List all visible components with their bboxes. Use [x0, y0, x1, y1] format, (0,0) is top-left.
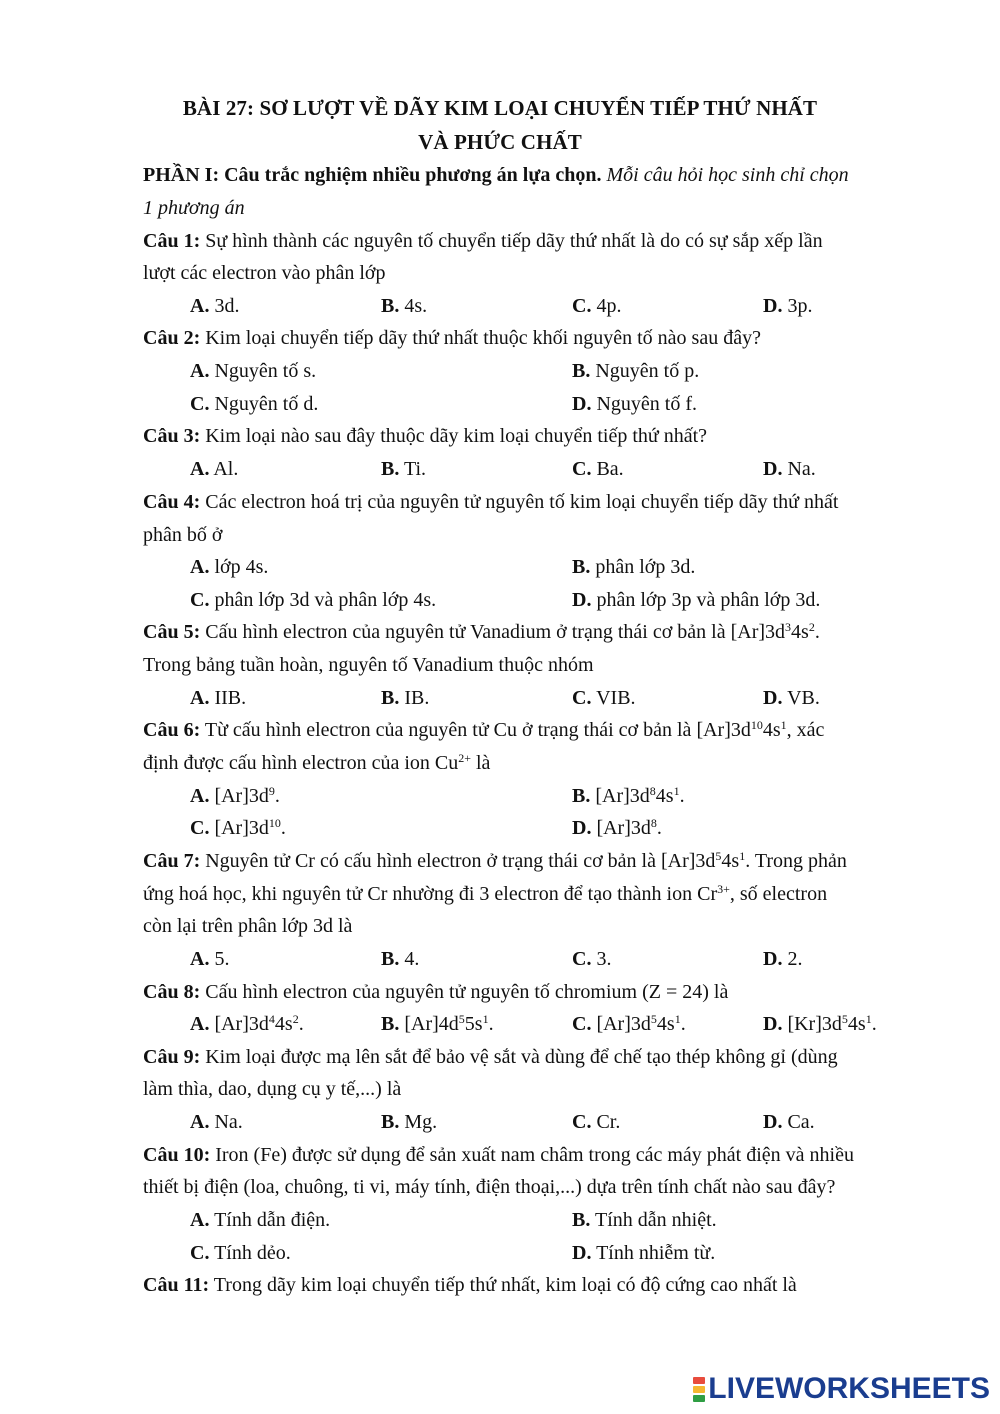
q1-option-b[interactable]: B. 4s. [381, 295, 428, 317]
section-note-continued: 1 phương án [143, 197, 245, 219]
question-10 [143, 1143, 908, 1167]
question-text: Kim loại chuyển tiếp dãy thứ nhất thuộc khối nguyên tố nào sau đây? [205, 327, 761, 349]
question-11 [143, 1273, 908, 1297]
question-5 [143, 620, 908, 644]
q7-option-d[interactable]: D. 2. [763, 948, 803, 970]
page-title-line-2: VÀ PHỨC CHẤT [418, 130, 582, 154]
q2-option-b[interactable]: B. Nguyên tố p. [572, 360, 700, 382]
liveworksheets-logo-icon [693, 1376, 705, 1403]
q6-option-c[interactable]: C. $[Ar]3d^{10}$. [190, 816, 286, 839]
q6-option-a[interactable]: A. $[Ar]3d^9$. [190, 784, 280, 807]
question-label: Câu 6: [143, 719, 201, 741]
question-label: Câu 2: [143, 327, 201, 349]
q7-option-a[interactable]: A. 5. [190, 948, 230, 970]
liveworksheets-logo [693, 1374, 990, 1404]
q1-option-a[interactable]: A. 3d. [190, 295, 240, 317]
q9-option-c[interactable]: C. Cr. [572, 1111, 621, 1133]
section-heading [143, 163, 908, 187]
question-text: Nguyên tử Cr có cấu hình electron ở trạng thái cơ bản là $[Ar]3d^54s^1$. Trong phản [205, 849, 847, 872]
q10-option-d[interactable]: D. Tính nhiễm từ. [572, 1242, 716, 1264]
question-8 [143, 980, 908, 1004]
q9-option-a[interactable]: A. Na. [190, 1111, 243, 1133]
q2-option-a[interactable]: A. Nguyên tố s. [190, 360, 317, 382]
question-10-continued: thiết bị điện (loa, chuông, ti vi, máy tính, điện thoại,...) dựa trên tính chất nào sau đây? [143, 1176, 836, 1198]
question-5-continued: Trong bảng tuần hoàn, nguyên tố Vanadium thuộc nhóm [143, 654, 594, 676]
q3-option-b[interactable]: B. Ti. [381, 458, 427, 480]
question-text: Cấu hình electron của nguyên tử Vanadium ở trạng thái cơ bản là $[Ar]3d^34s^2$. [205, 620, 820, 643]
question-text: Trong dãy kim loại chuyển tiếp thứ nhất, kim loại có độ cứng cao nhất là [213, 1274, 797, 1296]
question-label: Câu 9: [143, 1046, 201, 1068]
question-label: Câu 1: [143, 230, 201, 252]
q6-option-d[interactable]: D. $[Ar]3d^8$. [572, 816, 662, 839]
question-label: Câu 5: [143, 621, 201, 643]
q10-option-b[interactable]: B. Tính dẫn nhiệt. [572, 1209, 717, 1231]
question-1-continued: lượt các electron vào phân lớp [143, 262, 386, 284]
question-9-continued: làm thìa, dao, dụng cụ y tế,...) là [143, 1078, 402, 1100]
question-6 [143, 718, 908, 742]
question-7-continued-2: còn lại trên phân lớp 3d là [143, 915, 353, 937]
question-label: Câu 4: [143, 491, 201, 513]
q10-option-a[interactable]: A. Tính dẫn điện. [190, 1209, 331, 1231]
question-label: Câu 10: [143, 1144, 211, 1166]
q10-option-c[interactable]: C. Tính dẻo. [190, 1242, 291, 1264]
q8-option-c[interactable]: C. $[Ar]3d^54s^1$. [572, 1012, 686, 1035]
question-label: Câu 11: [143, 1274, 210, 1296]
question-6-continued: định được cấu hình electron của ion $Cu^{2+}$ là [143, 751, 491, 774]
q9-option-b[interactable]: B. Mg. [381, 1111, 438, 1133]
q2-option-d[interactable]: D. Nguyên tố f. [572, 393, 697, 415]
question-4 [143, 490, 908, 514]
question-3 [143, 424, 908, 448]
q8-option-b[interactable]: B. $[Ar]4d^55s^1$. [381, 1012, 494, 1035]
question-text: Kim loại được mạ lên sắt để bảo vệ sắt và dùng để chế tạo thép không gỉ (dùng [205, 1046, 838, 1068]
q5-option-d[interactable]: D. VB. [763, 687, 820, 709]
section-note: Mỗi câu hỏi học sinh chỉ chọn [606, 164, 849, 186]
q9-option-d[interactable]: D. Ca. [763, 1111, 815, 1133]
question-text: Iron (Fe) được sử dụng để sản xuất nam châm trong các máy phát điện và nhiều [215, 1144, 854, 1166]
question-7-continued: ứng hoá học, khi nguyên tử Cr nhường đi 3 electron để tạo thành ion $Cr^{3+}$, số electron [143, 882, 828, 905]
page-title-line-1: BÀI 27: SƠ LƯỢT VỀ DÃY KIM LOẠI CHUYỂN TIẾP THỨ NHẤT [182, 96, 818, 120]
question-9 [143, 1045, 908, 1069]
question-1 [143, 229, 908, 253]
logo-text-prefix: LIVE [708, 1372, 775, 1405]
q7-option-b[interactable]: B. 4. [381, 948, 420, 970]
q5-option-c[interactable]: C. VIB. [572, 687, 636, 709]
question-text: Các electron hoá trị của nguyên tử nguyên tố kim loại chuyển tiếp dãy thứ nhất [205, 491, 839, 513]
q6-option-b[interactable]: B. $[Ar]3d^84s^1$. [572, 784, 685, 807]
question-text: Cấu hình electron của nguyên tử nguyên tố chromium (Z = 24) là [205, 981, 729, 1003]
q5-option-a[interactable]: A. IIB. [190, 687, 247, 709]
q3-option-a[interactable]: A. Al. [190, 458, 239, 480]
q1-option-c[interactable]: C. 4p. [572, 295, 622, 317]
q3-option-c[interactable]: C. Ba. [572, 458, 624, 480]
q2-option-c[interactable]: C. Nguyên tố d. [190, 393, 319, 415]
section-heading-label: PHẦN I: Câu trắc nghiệm nhiều phương án lựa chọn. [143, 164, 602, 186]
q8-option-a[interactable]: A. $[Ar]3d^44s^2$. [190, 1012, 304, 1035]
question-2 [143, 326, 908, 350]
q4-option-b[interactable]: B. phân lớp 3d. [572, 556, 696, 578]
question-text: Sự hình thành các nguyên tố chuyển tiếp dãy thứ nhất là do có sự sắp xếp lần [205, 230, 823, 252]
q5-option-b[interactable]: B. IB. [381, 687, 430, 709]
question-text: Từ cấu hình electron của nguyên tử Cu ở trạng thái cơ bản là $[Ar]3d^{10}4s^1$, xác [204, 718, 825, 741]
q1-option-d[interactable]: D. 3p. [763, 295, 813, 317]
q8-option-d[interactable]: D. $[Kr]3d^54s^1$. [763, 1012, 877, 1035]
question-7 [143, 849, 908, 873]
logo-text-suffix: WORKSHEETS [774, 1372, 990, 1405]
q4-option-a[interactable]: A. lớp 4s. [190, 556, 269, 578]
q7-option-c[interactable]: C. 3. [572, 948, 612, 970]
q4-option-d[interactable]: D. phân lớp 3p và phân lớp 3d. [572, 589, 821, 611]
question-4-continued: phân bố ở [143, 524, 223, 546]
q3-option-d[interactable]: D. Na. [763, 458, 816, 480]
q4-option-c[interactable]: C. phân lớp 3d và phân lớp 4s. [190, 589, 437, 611]
question-label: Câu 3: [143, 425, 201, 447]
question-text: Kim loại nào sau đây thuộc dãy kim loại chuyển tiếp thứ nhất? [205, 425, 708, 447]
question-label: Câu 8: [143, 981, 201, 1003]
question-label: Câu 7: [143, 850, 201, 872]
